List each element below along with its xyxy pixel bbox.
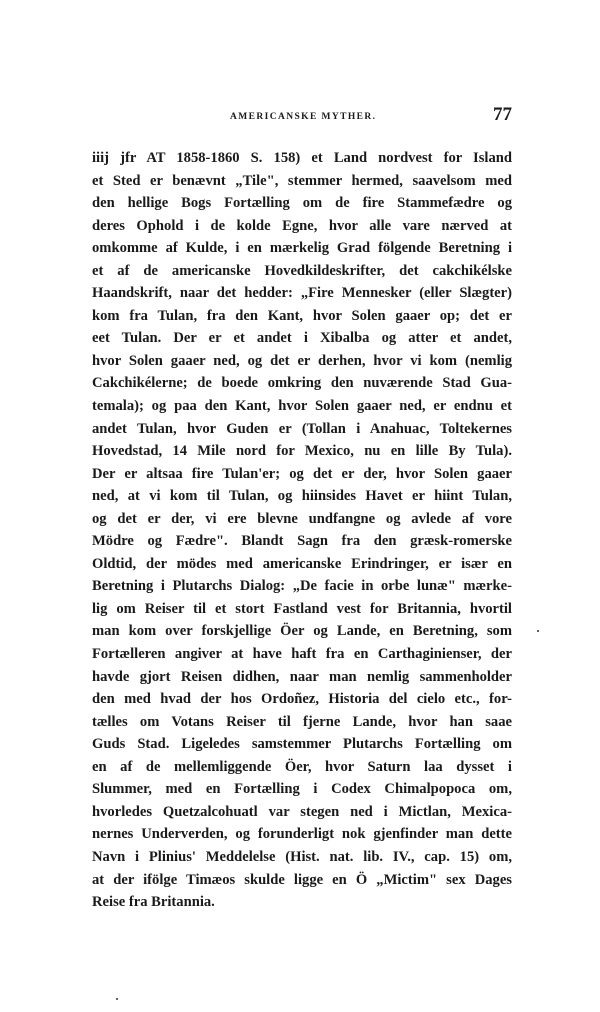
text-line: Mödre og Fædre". Blandt Sagn fra den græsk-romerske [92, 533, 512, 550]
text-line-last: Reise fra Britannia. [92, 894, 215, 911]
text-line: Oldtid, der mödes med americanske Erindringer, er især en [92, 555, 512, 572]
text-line: man kom over forskjellige Öer og Lande, en Beretning, som [92, 623, 512, 640]
body-text [92, 147, 512, 914]
text-line: Hovedstad, 14 Mile nord for Mexico, nu en lille By Tula). [92, 443, 512, 460]
ink-speck [537, 630, 539, 632]
text-line: kom fra Tulan, fra den Kant, hvor Solen gaaer op; det er [92, 307, 512, 324]
text-line: at der ifölge Timæos skulde ligge en Ö „Mictim" sex Dages [92, 871, 512, 888]
page-number: 77 [493, 104, 512, 125]
text-line: Beretning i Plutarchs Dialog: „De facie in orbe lunæ" mærke- [92, 578, 512, 595]
text-line: hvorledes Quetzalcohuatl var stegen ned i Mictlan, Mexica- [92, 803, 512, 820]
text-line: eet Tulan. Der er et andet i Xibalba og atter et andet, [92, 330, 512, 347]
text-line: den hellige Bogs Fortælling om de fire Stammefædre og [92, 195, 512, 212]
text-line: Der er altsaa fire Tulan'er; og det er der, hvor Solen gaaer [92, 465, 512, 482]
text-line: Slummer, med en Fortælling i Codex Chimalpopoca om, [92, 781, 512, 798]
text-line: Guds Stad. Ligeledes samstemmer Plutarchs Fortælling om [92, 736, 512, 753]
text-line: ned, at vi kom til Tulan, og hiinsides Havet er hiint Tulan, [92, 488, 512, 505]
text-line: den med hvad der hos Ordoñez, Historia del cielo etc., for- [92, 691, 512, 708]
text-line: en af de mellemliggende Öer, hvor Saturn laa dysset i [92, 758, 512, 775]
ink-speck [116, 998, 118, 1000]
text-line: tælles om Votans Reiser til fjerne Lande, hvor han saae [92, 713, 512, 730]
running-title: AMERICANSKE MYTHER. [230, 112, 377, 122]
text-line: omkomme af Kulde, i en mærkelig Grad fölgende Beretning i [92, 240, 512, 257]
text-line: iiij jfr AT 1858-1860 S. 158) et Land nordvest for Island [92, 150, 512, 166]
text-line: og det er der, vi ere blevne undfangne og avlede af vore [92, 510, 512, 527]
text-line: Haandskrift, naar det hedder: „Fire Mennesker (eller Slægter) [92, 285, 512, 302]
text-line: havde gjort Reisen didhen, naar man nemlig sammenholder [92, 668, 512, 685]
text-line: temala); og paa den Kant, hvor Solen gaaer ned, er endnu et [92, 398, 512, 415]
text-line: andet Tulan, hvor Guden er (Tollan i Anahuac, Toltekernes [92, 420, 512, 437]
text-line: et af de americanske Hovedkildeskrifter, det cakchikélske [92, 262, 512, 279]
text-line: lig om Reiser til et stort Fastland vest for Britannia, hvortil [92, 600, 512, 617]
text-line: hvor Solen gaaer ned, og det er derhen, hvor vi kom (nemlig [92, 352, 512, 369]
text-line: et Sted er benævnt „Tile", stemmer hermed, saavelsom med [92, 172, 512, 189]
text-line: Cakchikélerne; de boede omkring den nuværende Stad Gua- [92, 375, 512, 392]
text-line: Fortælleren angiver at have haft fra en Carthaginienser, der [92, 646, 512, 663]
text-line: Navn i Plinius' Meddelelse (Hist. nat. lib. IV., cap. 15) om, [92, 848, 512, 865]
text-line: deres Ophold i de kolde Egne, hvor alle vare nærved at [92, 217, 512, 234]
text-line: nernes Underverden, og forunderligt nok gjenfinder man dette [92, 826, 512, 843]
running-head [92, 104, 512, 131]
